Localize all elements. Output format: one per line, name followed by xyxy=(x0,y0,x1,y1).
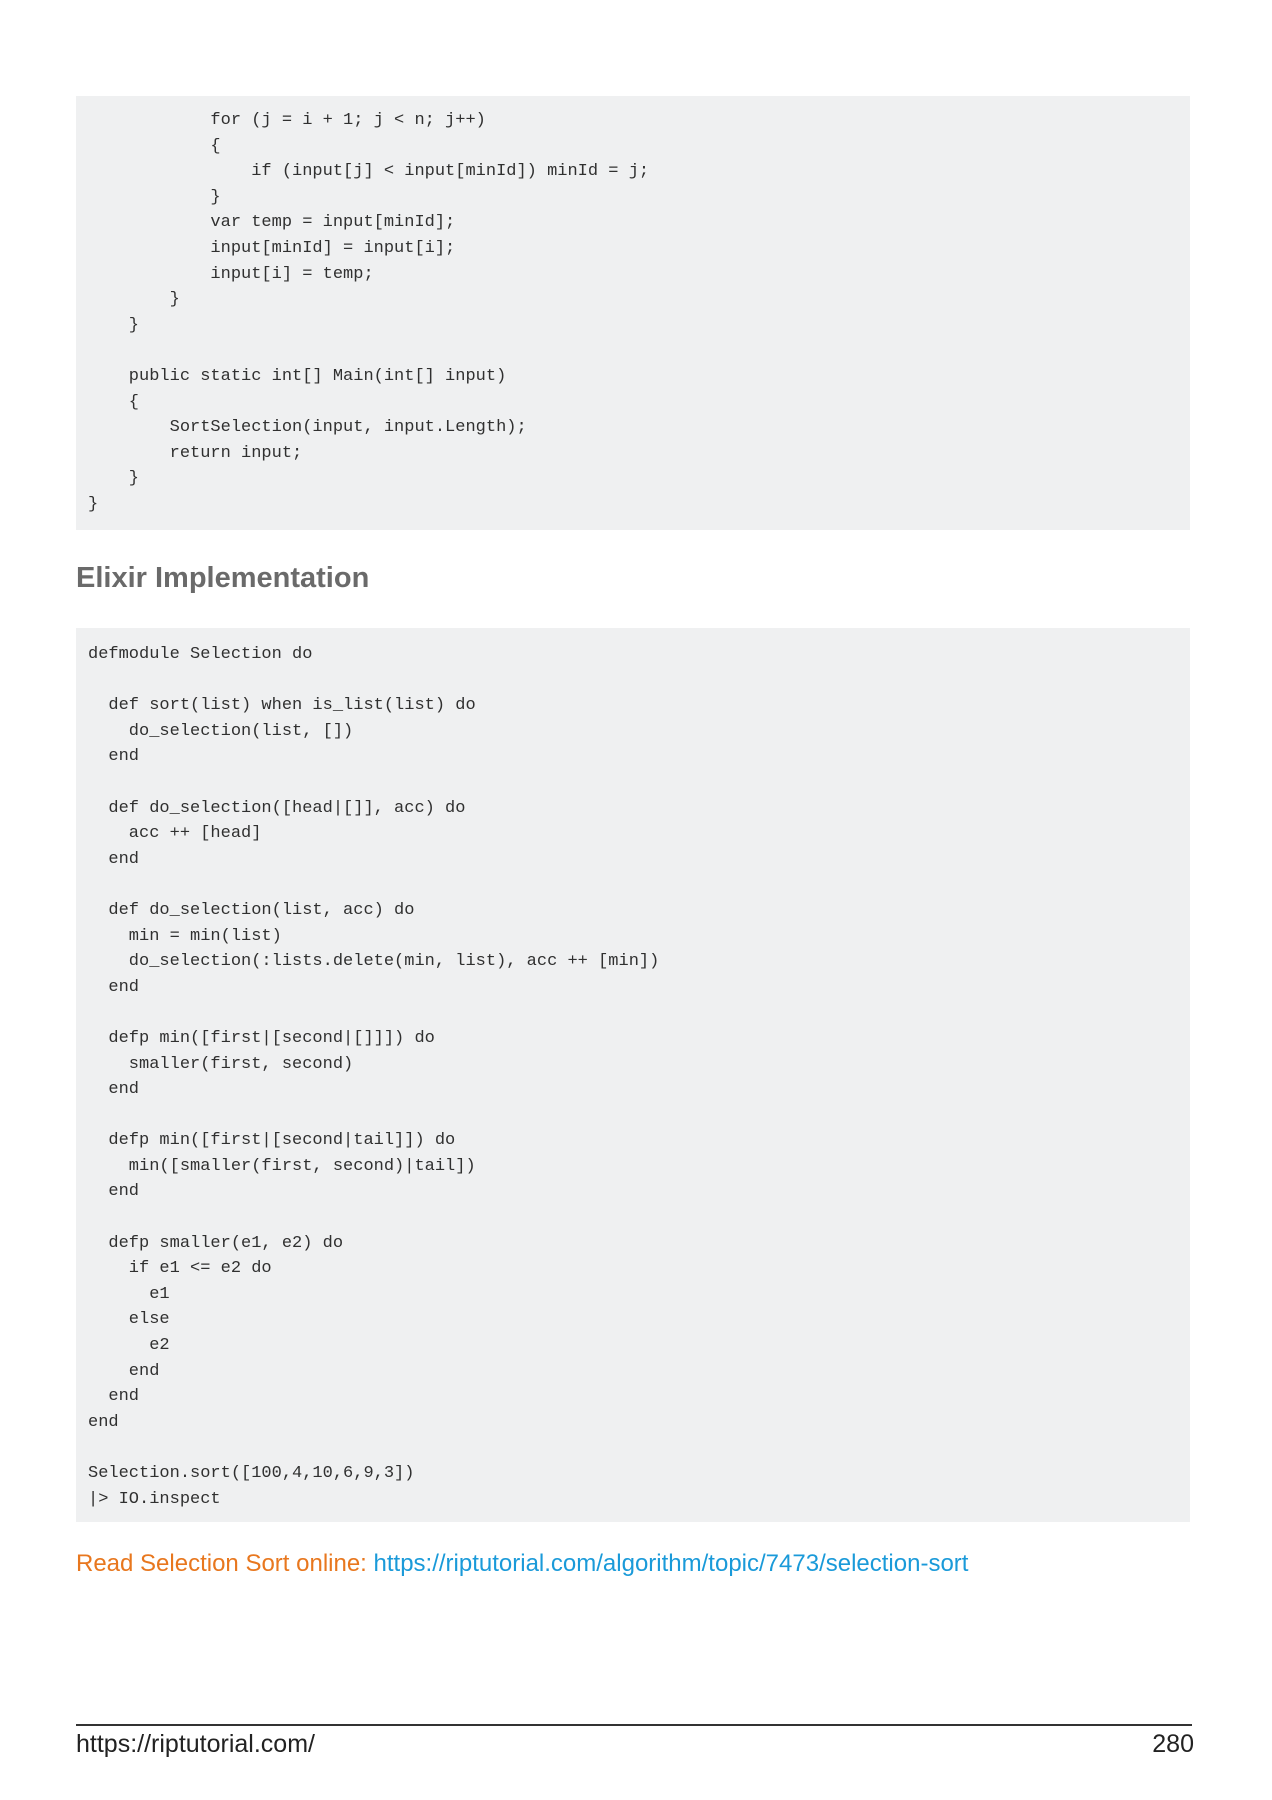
code-block-elixir xyxy=(76,628,1190,1522)
footer-divider xyxy=(76,1724,1192,1726)
topic-link[interactable]: https://riptutorial.com/algorithm/topic/7473/selection-sort xyxy=(373,1550,969,1577)
read-online-line xyxy=(76,1550,968,1578)
page-number: 280 xyxy=(1152,1730,1194,1758)
code-text: for (j = i + 1; j < n; j++) { if (input[j] < input[minId]) minId = j; } var temp = input[minId]; input[minId] = input[i]; input[i] = temp; } } public static int[] Main(int[] input) { SortSelection(input, input.Length); return input; } } xyxy=(88,111,650,514)
read-online-label: Read Selection Sort online: xyxy=(76,1550,374,1577)
code-block-csharp xyxy=(76,96,1190,530)
code-text: defmodule Selection do def sort(list) when is_list(list) do do_selection(list, []) end def do_selection([head|[]], acc) do acc ++ [head] end def do_selection(list, acc) do min = min(list) do_selection(:lists.delete(min, list), acc ++ [min]) end defp min([first|[second|[]]]) do smaller(first, second) end defp min([first|[second|tail]]) do min([smaller(first, second)|tail]) end defp smaller(e1, e2) do if e1 <= e2 do e1 else e2 end end end Selection.sort([100,4,10,6,9,3]) |> IO.inspect xyxy=(88,645,660,1509)
section-heading: Elixir Implementation xyxy=(76,562,370,594)
footer-site-url: https://riptutorial.com/ xyxy=(76,1730,315,1758)
